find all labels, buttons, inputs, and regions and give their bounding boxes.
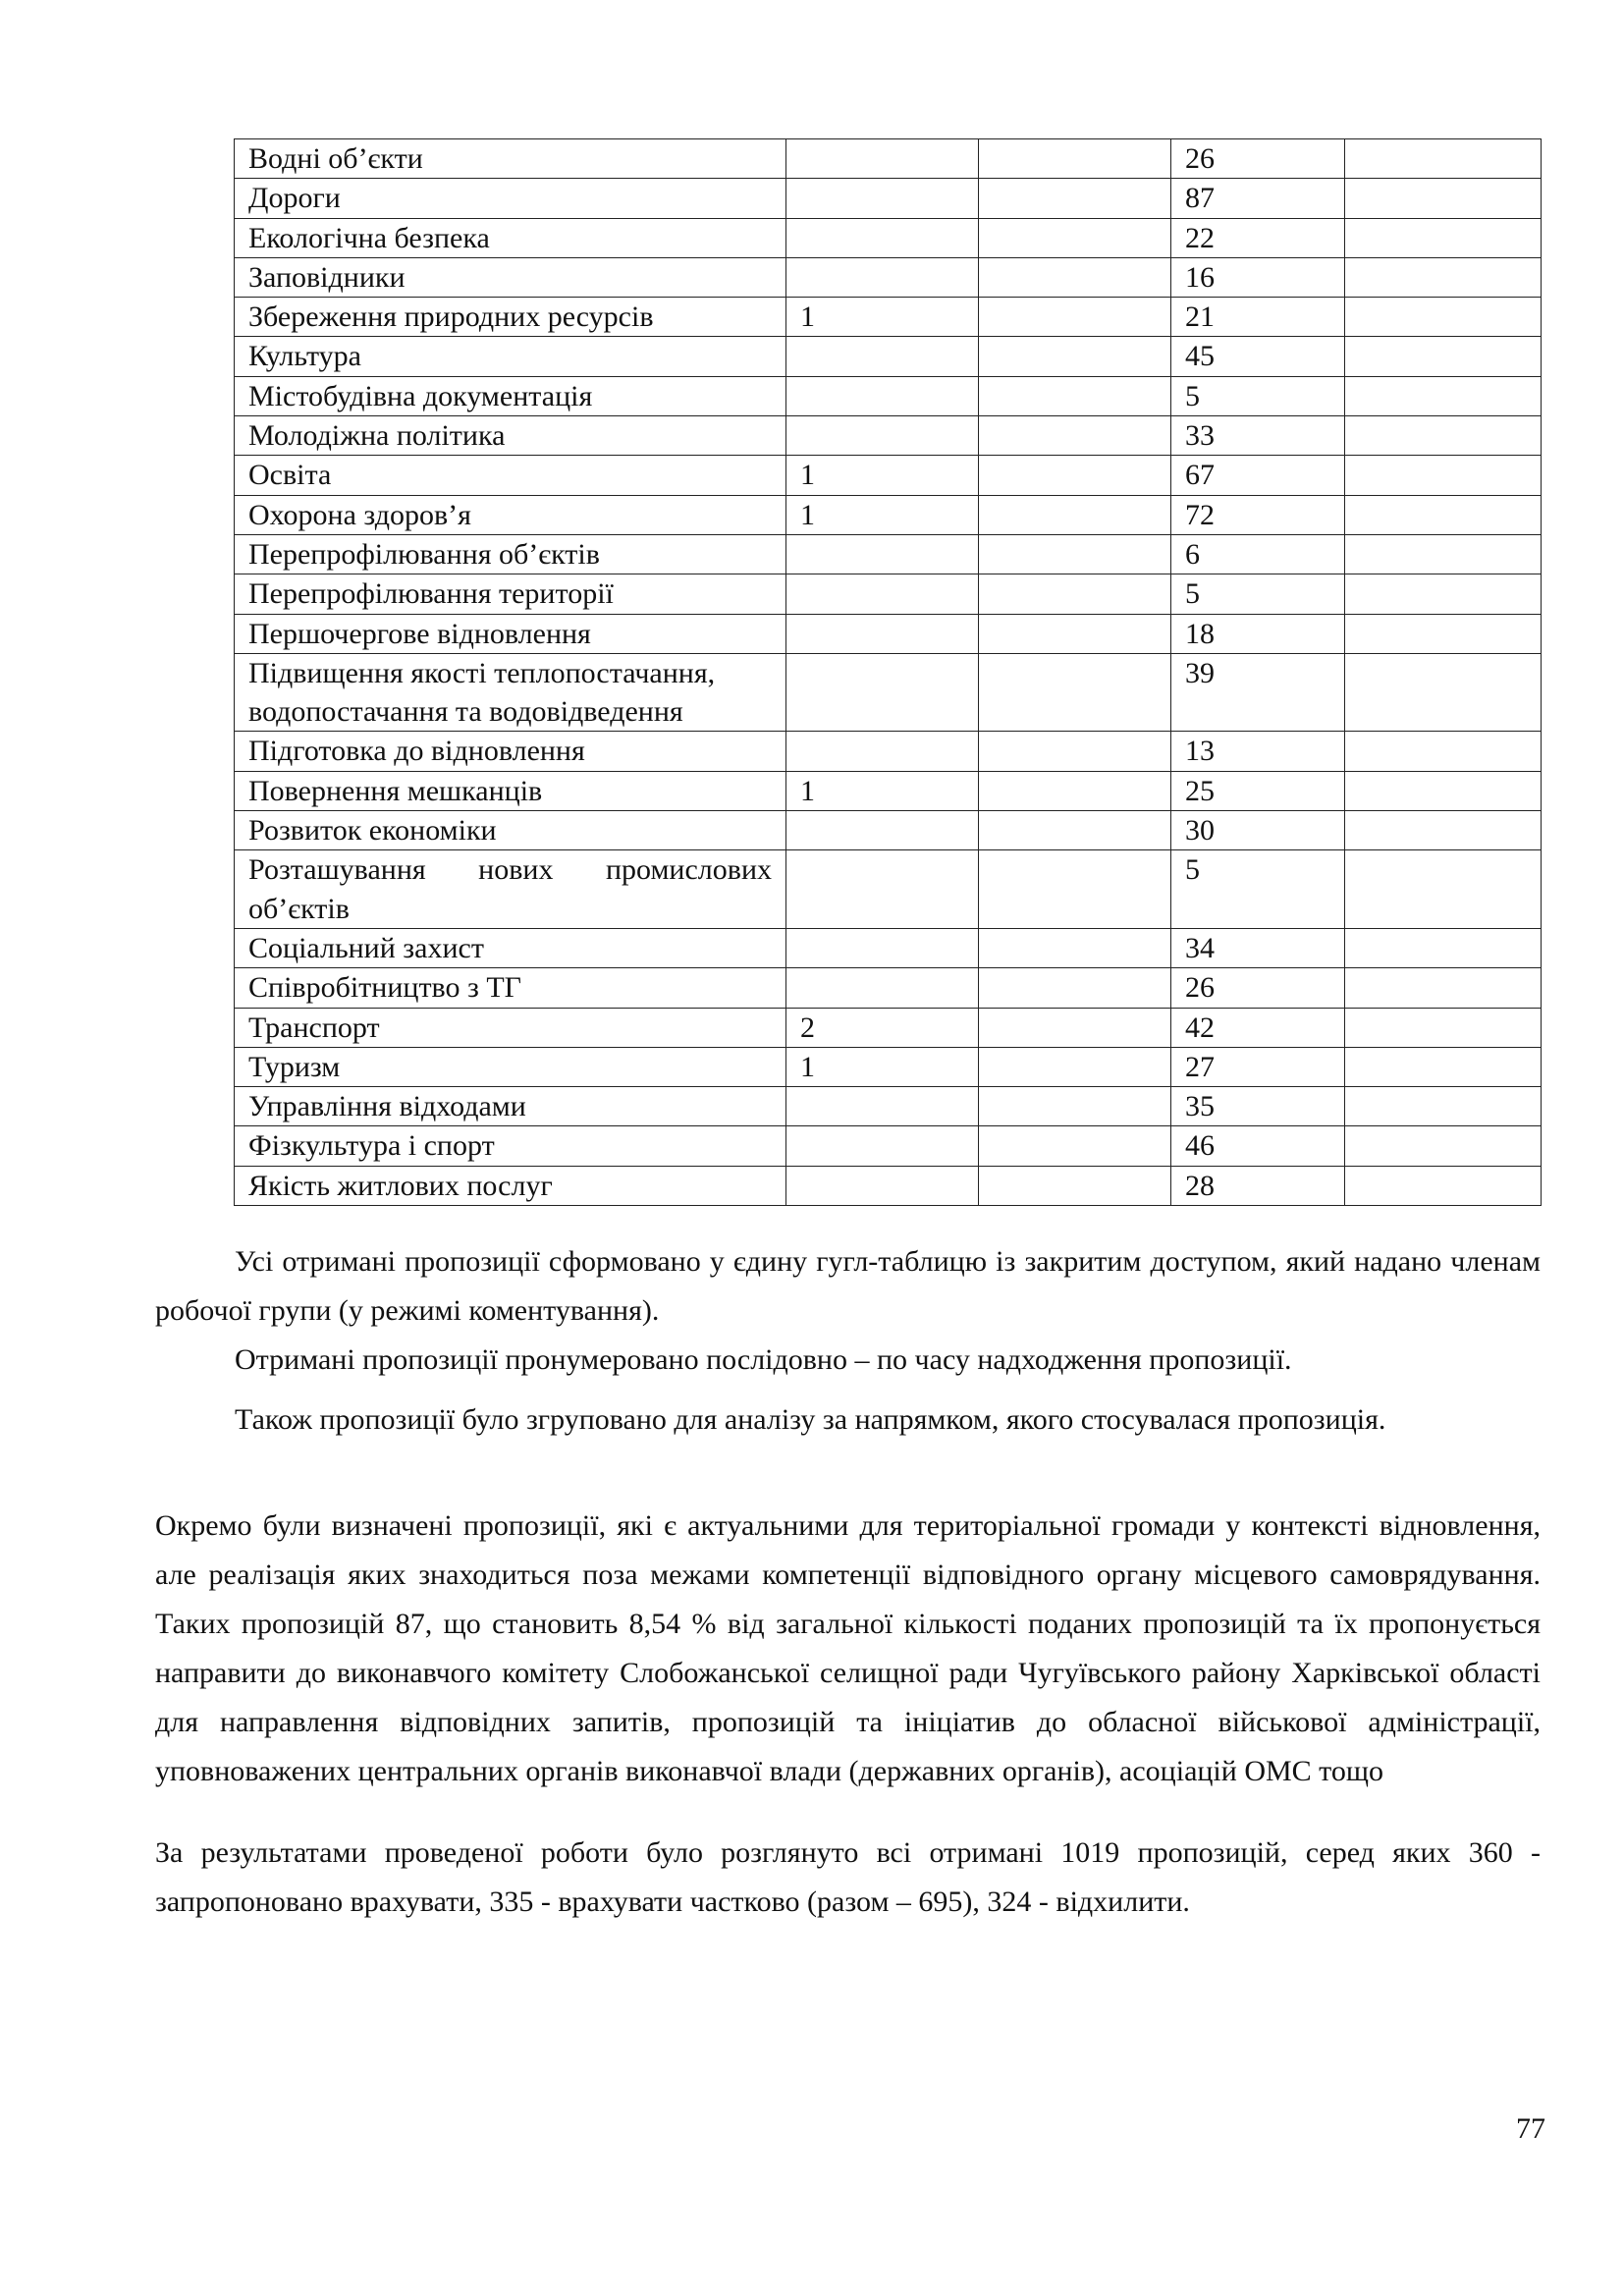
row-label-cell: Розташування нових промислових об’єктів [235,850,786,929]
row-value-cell-4: 28 [1171,1166,1345,1205]
table-row [235,850,1542,929]
row-value-cell-3 [979,771,1171,810]
row-value-cell-2 [786,1166,979,1205]
row-value-cell-4: 45 [1171,337,1345,376]
row-label-cell: Освіта [235,456,786,495]
row-value-cell-5 [1345,179,1542,218]
row-value-cell-5 [1345,771,1542,810]
row-value-cell-4: 16 [1171,257,1345,297]
row-value-cell-5 [1345,298,1542,337]
table-row [235,456,1542,495]
row-value-cell-4: 72 [1171,495,1345,534]
row-value-cell-3 [979,337,1171,376]
table-row [235,968,1542,1008]
row-value-cell-2 [786,928,979,967]
row-value-cell-4: 21 [1171,298,1345,337]
row-label-cell: Збереження природних ресурсів [235,298,786,337]
paragraph-google-sheet: Усі отримані пропозиції сформовано у єдину гугл-таблицю із закритим доступом, який надано членам робочої групи (у режимі коментування). [155,1245,1541,1327]
row-value-cell-2: 1 [786,456,979,495]
row-value-cell-2 [786,416,979,456]
row-label-cell: Управління відходами [235,1087,786,1126]
table-row [235,811,1542,850]
row-value-cell-3 [979,456,1171,495]
row-label-cell: Перепрофілювання об’єктів [235,534,786,574]
row-value-cell-5 [1345,139,1542,179]
table-row [235,1126,1542,1166]
row-value-cell-5 [1345,732,1542,771]
table-row [235,1087,1542,1126]
row-label-cell: Заповідники [235,257,786,297]
row-value-cell-5 [1345,257,1542,297]
row-value-cell-4: 6 [1171,534,1345,574]
row-value-cell-4: 33 [1171,416,1345,456]
row-value-cell-3 [979,968,1171,1008]
row-value-cell-2 [786,614,979,653]
row-value-cell-2: 1 [786,495,979,534]
row-value-cell-3 [979,653,1171,732]
row-value-cell-2 [786,968,979,1008]
row-value-cell-2: 1 [786,1047,979,1086]
row-value-cell-2 [786,534,979,574]
row-value-cell-2 [786,1126,979,1166]
row-value-cell-3 [979,850,1171,929]
row-value-cell-3 [979,928,1171,967]
table-row [235,771,1542,810]
row-value-cell-5 [1345,1166,1542,1205]
table-row [235,257,1542,297]
row-value-cell-4: 25 [1171,771,1345,810]
row-value-cell-5 [1345,534,1542,574]
row-value-cell-4: 5 [1171,850,1345,929]
row-value-cell-3 [979,534,1171,574]
row-value-cell-5 [1345,1126,1542,1166]
row-value-cell-2 [786,376,979,415]
row-value-cell-4: 87 [1171,179,1345,218]
table-row [235,928,1542,967]
row-value-cell-3 [979,298,1171,337]
row-value-cell-5 [1345,653,1542,732]
table-row [235,653,1542,732]
row-value-cell-4: 26 [1171,139,1345,179]
row-value-cell-5 [1345,495,1542,534]
row-value-cell-5 [1345,850,1542,929]
table-row [235,614,1542,653]
row-value-cell-4: 13 [1171,732,1345,771]
row-value-cell-2 [786,337,979,376]
row-value-cell-4: 30 [1171,811,1345,850]
paragraph-results: За результатами проведеної роботи було розглянуто всі отримані 1019 пропозицій, серед яких 360 - запропоновано врахувати, 335 - врахувати частково (разом – 695), 324 - відхилити. [155,1836,1541,1918]
paragraph-numbering: Отримані пропозиції пронумеровано послідовно – по часу надходження пропозиції. [235,1343,1292,1376]
row-value-cell-5 [1345,218,1542,257]
row-value-cell-5 [1345,811,1542,850]
row-value-cell-3 [979,139,1171,179]
row-value-cell-5 [1345,416,1542,456]
row-value-cell-2 [786,179,979,218]
row-value-cell-5 [1345,337,1542,376]
table-row [235,218,1542,257]
row-value-cell-4: 39 [1171,653,1345,732]
row-value-cell-3 [979,732,1171,771]
row-value-cell-4: 18 [1171,614,1345,653]
row-value-cell-3 [979,179,1171,218]
row-label-cell: Охорона здоров’я [235,495,786,534]
row-label-cell: Підвищення якості теплопостачання, водопостачання та водовідведення [235,653,786,732]
proposals-table [234,138,1542,1206]
row-value-cell-3 [979,1087,1171,1126]
row-label-cell: Транспорт [235,1008,786,1047]
row-value-cell-2 [786,574,979,614]
row-value-cell-2 [786,850,979,929]
table-row [235,179,1542,218]
row-value-cell-4: 27 [1171,1047,1345,1086]
row-label-cell: Першочергове відновлення [235,614,786,653]
row-value-cell-2 [786,139,979,179]
row-label-cell: Повернення мешканців [235,771,786,810]
row-value-cell-5 [1345,376,1542,415]
row-value-cell-2 [786,811,979,850]
row-value-cell-3 [979,1008,1171,1047]
row-value-cell-3 [979,1166,1171,1205]
row-label-cell: Якість житлових послуг [235,1166,786,1205]
row-value-cell-2: 1 [786,298,979,337]
row-value-cell-5 [1345,1087,1542,1126]
table-row [235,574,1542,614]
row-value-cell-3 [979,376,1171,415]
page-number: 77 [1516,2112,1545,2145]
paragraph-grouping: Також пропозиції було згруповано для аналізу за напрямком, якого стосувалася пропозиція. [235,1403,1386,1436]
row-value-cell-5 [1345,1008,1542,1047]
row-value-cell-3 [979,614,1171,653]
row-value-cell-4: 35 [1171,1087,1345,1126]
row-label-cell: Фізкультура і спорт [235,1126,786,1166]
row-label-cell: Перепрофілювання території [235,574,786,614]
row-label-cell: Розвиток економіки [235,811,786,850]
row-value-cell-5 [1345,968,1542,1008]
row-label-cell: Культура [235,337,786,376]
row-value-cell-5 [1345,574,1542,614]
row-value-cell-2 [786,218,979,257]
row-value-cell-4: 5 [1171,376,1345,415]
table-row [235,416,1542,456]
row-value-cell-2 [786,653,979,732]
row-value-cell-3 [979,257,1171,297]
table-row [235,376,1542,415]
row-value-cell-4: 5 [1171,574,1345,614]
row-value-cell-3 [979,574,1171,614]
table-row [235,1047,1542,1086]
row-value-cell-4: 34 [1171,928,1345,967]
table-row [235,534,1542,574]
row-label-cell: Екологічна безпека [235,218,786,257]
row-label-cell: Співробітництво з ТГ [235,968,786,1008]
row-value-cell-5 [1345,614,1542,653]
row-value-cell-3 [979,1047,1171,1086]
row-value-cell-3 [979,811,1171,850]
table-row [235,732,1542,771]
row-value-cell-2: 2 [786,1008,979,1047]
row-label-cell: Соціальний захист [235,928,786,967]
table-row [235,1166,1542,1205]
row-value-cell-2 [786,1087,979,1126]
row-label-cell: Дороги [235,179,786,218]
row-value-cell-2: 1 [786,771,979,810]
row-value-cell-3 [979,416,1171,456]
row-value-cell-5 [1345,456,1542,495]
paragraph-out-of-competence: Окремо були визначені пропозиції, які є актуальними для територіальної громади у контексті відновлення, але реалізація яких знаходиться поза межами компетенції відповідного органу місцевого самоврядування. Таких пропозицій 87, що становить 8,54 % від загальної кількості поданих пропозицій та їх пропонується направити до виконавчого комітету Слобожанської селищної ради Чугуївського району Харківської області для направлення відповідних запитів, пропозицій та ініціатив до обласної військової адміністрації, уповноважених центральних органів виконавчої влади (державних органів), асоціацій ОМС тощо [155,1509,1541,1787]
row-value-cell-3 [979,218,1171,257]
row-value-cell-2 [786,257,979,297]
row-value-cell-4: 26 [1171,968,1345,1008]
row-label-cell: Водні об’єкти [235,139,786,179]
row-label-cell: Туризм [235,1047,786,1086]
row-value-cell-5 [1345,928,1542,967]
table-body [235,139,1542,1206]
row-value-cell-4: 67 [1171,456,1345,495]
table-row [235,298,1542,337]
row-value-cell-4: 22 [1171,218,1345,257]
row-value-cell-4: 42 [1171,1008,1345,1047]
row-value-cell-4: 46 [1171,1126,1345,1166]
table-row [235,1008,1542,1047]
row-label-cell: Підготовка до відновлення [235,732,786,771]
row-label-cell: Містобудівна документація [235,376,786,415]
row-value-cell-5 [1345,1047,1542,1086]
table-row [235,495,1542,534]
row-label-cell: Молодіжна політика [235,416,786,456]
table-row [235,337,1542,376]
row-value-cell-3 [979,495,1171,534]
row-value-cell-3 [979,1126,1171,1166]
table-row [235,139,1542,179]
row-value-cell-2 [786,732,979,771]
